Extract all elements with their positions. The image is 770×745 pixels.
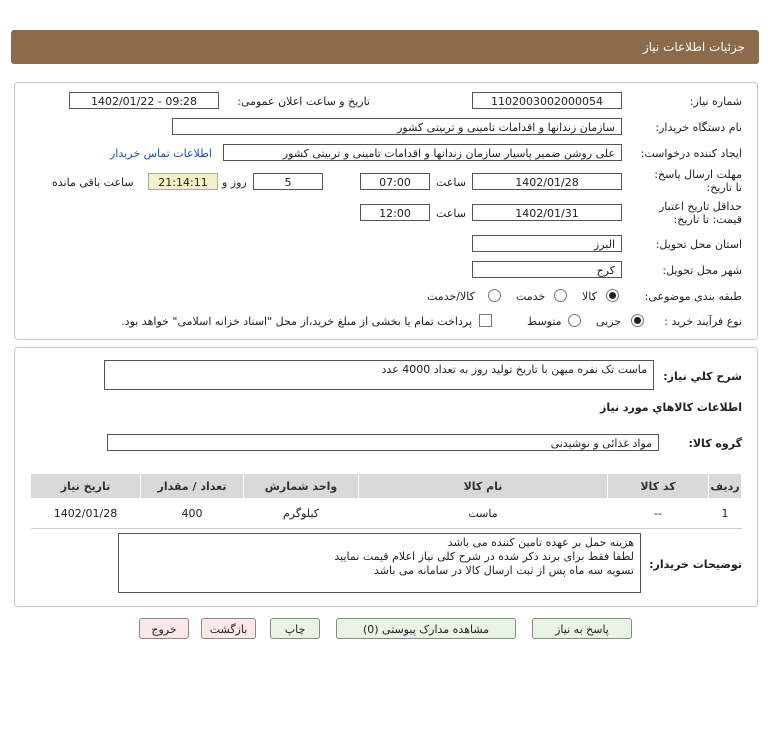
cell-name: ماست <box>359 499 608 529</box>
need-number-label: شماره نیاز: <box>689 95 742 108</box>
creator-field: علی روشن ضمیر پاسیار سازمان زندانها و اقدامات تامینی و تربیتی کشور <box>223 144 622 161</box>
page-header <box>11 30 759 64</box>
province-field: البرز <box>472 235 622 252</box>
treasury-payment-checkbox[interactable] <box>479 314 492 327</box>
announce-field: 1402/01/22 - 09:28 <box>69 92 219 109</box>
category-label: طبقه بندی موضوعی: <box>644 290 742 303</box>
col-qty: تعداد / مقدار <box>141 474 244 499</box>
validity-label: حداقل تاریخ اعتبار قیمت: تا تاریخ: <box>658 200 742 226</box>
page-title: جزئیات اطلاعات نیاز <box>642 40 745 54</box>
summary-field: ماست تک نفره میهن با تاریخ تولید روز به تعداد 4000 عدد <box>104 360 654 390</box>
category-radio-service[interactable] <box>554 289 567 302</box>
deadline-hour-label: ساعت <box>436 176 466 189</box>
buyer-org-field: سازمان زندانها و اقدامات تامینی و تربیتی کشور <box>172 118 622 135</box>
process-label: نوع فرآیند خرید : <box>664 315 742 328</box>
col-date: تاریخ نیاز <box>31 474 141 499</box>
category-radio-goods[interactable] <box>606 289 619 302</box>
category-option-goods-service: کالا/خدمت <box>427 290 475 303</box>
creator-label: ایجاد کننده درخواست: <box>640 147 742 160</box>
buyer-org-label: نام دستگاه خریدار: <box>655 121 742 134</box>
process-option-medium: متوسط <box>527 315 562 328</box>
validity-date-field: 1402/01/31 <box>472 204 622 221</box>
respond-button[interactable]: پاسخ به نیاز <box>532 618 632 639</box>
back-button[interactable]: بازگشت <box>201 618 256 639</box>
cell-qty: 400 <box>141 499 244 529</box>
process-radio-medium[interactable] <box>568 314 581 327</box>
city-field: کرج <box>472 261 622 278</box>
deadline-time-field: 07:00 <box>360 173 430 190</box>
buyer-contact-link[interactable]: اطلاعات تماس خریدار <box>110 147 212 160</box>
items-table-header <box>31 474 742 499</box>
group-field: مواد غذائی و نوشیدنی <box>107 434 659 451</box>
validity-time-field: 12:00 <box>360 204 430 221</box>
notes-field <box>118 533 641 593</box>
category-option-service: خدمت <box>516 290 546 303</box>
need-number-field: 1102003002000054 <box>472 92 622 109</box>
process-option-minor: جزیی <box>596 315 622 328</box>
items-heading: اطلاعات کالاهاي مورد نياز <box>600 401 742 414</box>
category-radio-goods-service[interactable] <box>488 289 501 302</box>
deadline-label: مهلت ارسال پاسخ: تا تاریخ: <box>654 168 742 194</box>
col-code: کد کالا <box>608 474 709 499</box>
days-field: 5 <box>253 173 323 190</box>
notes-line-3: تسویه سه ماه پس از ثبت ارسال کالا در سامانه می باشد <box>374 564 634 577</box>
cell-date: 1402/01/28 <box>31 499 141 529</box>
group-label: گروه کالا: <box>688 437 742 450</box>
notes-line-2: لطفا فقط برای برند ذکر شده در شرح کلی نیاز اعلام قیمت نمایید <box>334 550 634 563</box>
treasury-payment-note: پرداخت تمام یا بخشی از مبلغ خرید،از محل "اسناد خزانه اسلامی" خواهد بود. <box>121 315 472 328</box>
city-label: شهر محل تحویل: <box>662 264 742 277</box>
cell-code: -- <box>608 499 709 529</box>
category-option-goods: کالا <box>582 290 597 303</box>
table-row <box>31 499 742 529</box>
notes-label: توضیحات خریدار: <box>649 558 742 571</box>
notes-line-1: هزینه حمل بر عهده تامین کننده می باشد <box>447 536 634 549</box>
col-unit: واحد شمارش <box>244 474 359 499</box>
process-radio-minor[interactable] <box>631 314 644 327</box>
attachments-button[interactable]: مشاهده مدارک پیوستی (0) <box>336 618 516 639</box>
cell-unit: کیلوگرم <box>244 499 359 529</box>
print-button[interactable]: چاپ <box>270 618 320 639</box>
announce-label: تاریخ و ساعت اعلان عمومی: <box>237 95 370 108</box>
remaining-label: ساعت باقی مانده <box>52 176 134 189</box>
validity-hour-label: ساعت <box>436 207 466 220</box>
days-label: روز و <box>222 176 247 189</box>
province-label: استان محل تحویل: <box>655 238 742 251</box>
summary-label: شرح کلي نياز: <box>663 370 742 383</box>
exit-button[interactable]: خروج <box>139 618 189 639</box>
items-table <box>30 473 742 529</box>
col-name: نام کالا <box>359 474 608 499</box>
deadline-date-field: 1402/01/28 <box>472 173 622 190</box>
cell-row: 1 <box>709 499 742 529</box>
remaining-time-field: 21:14:11 <box>148 173 218 190</box>
col-row: ردیف <box>709 474 742 499</box>
